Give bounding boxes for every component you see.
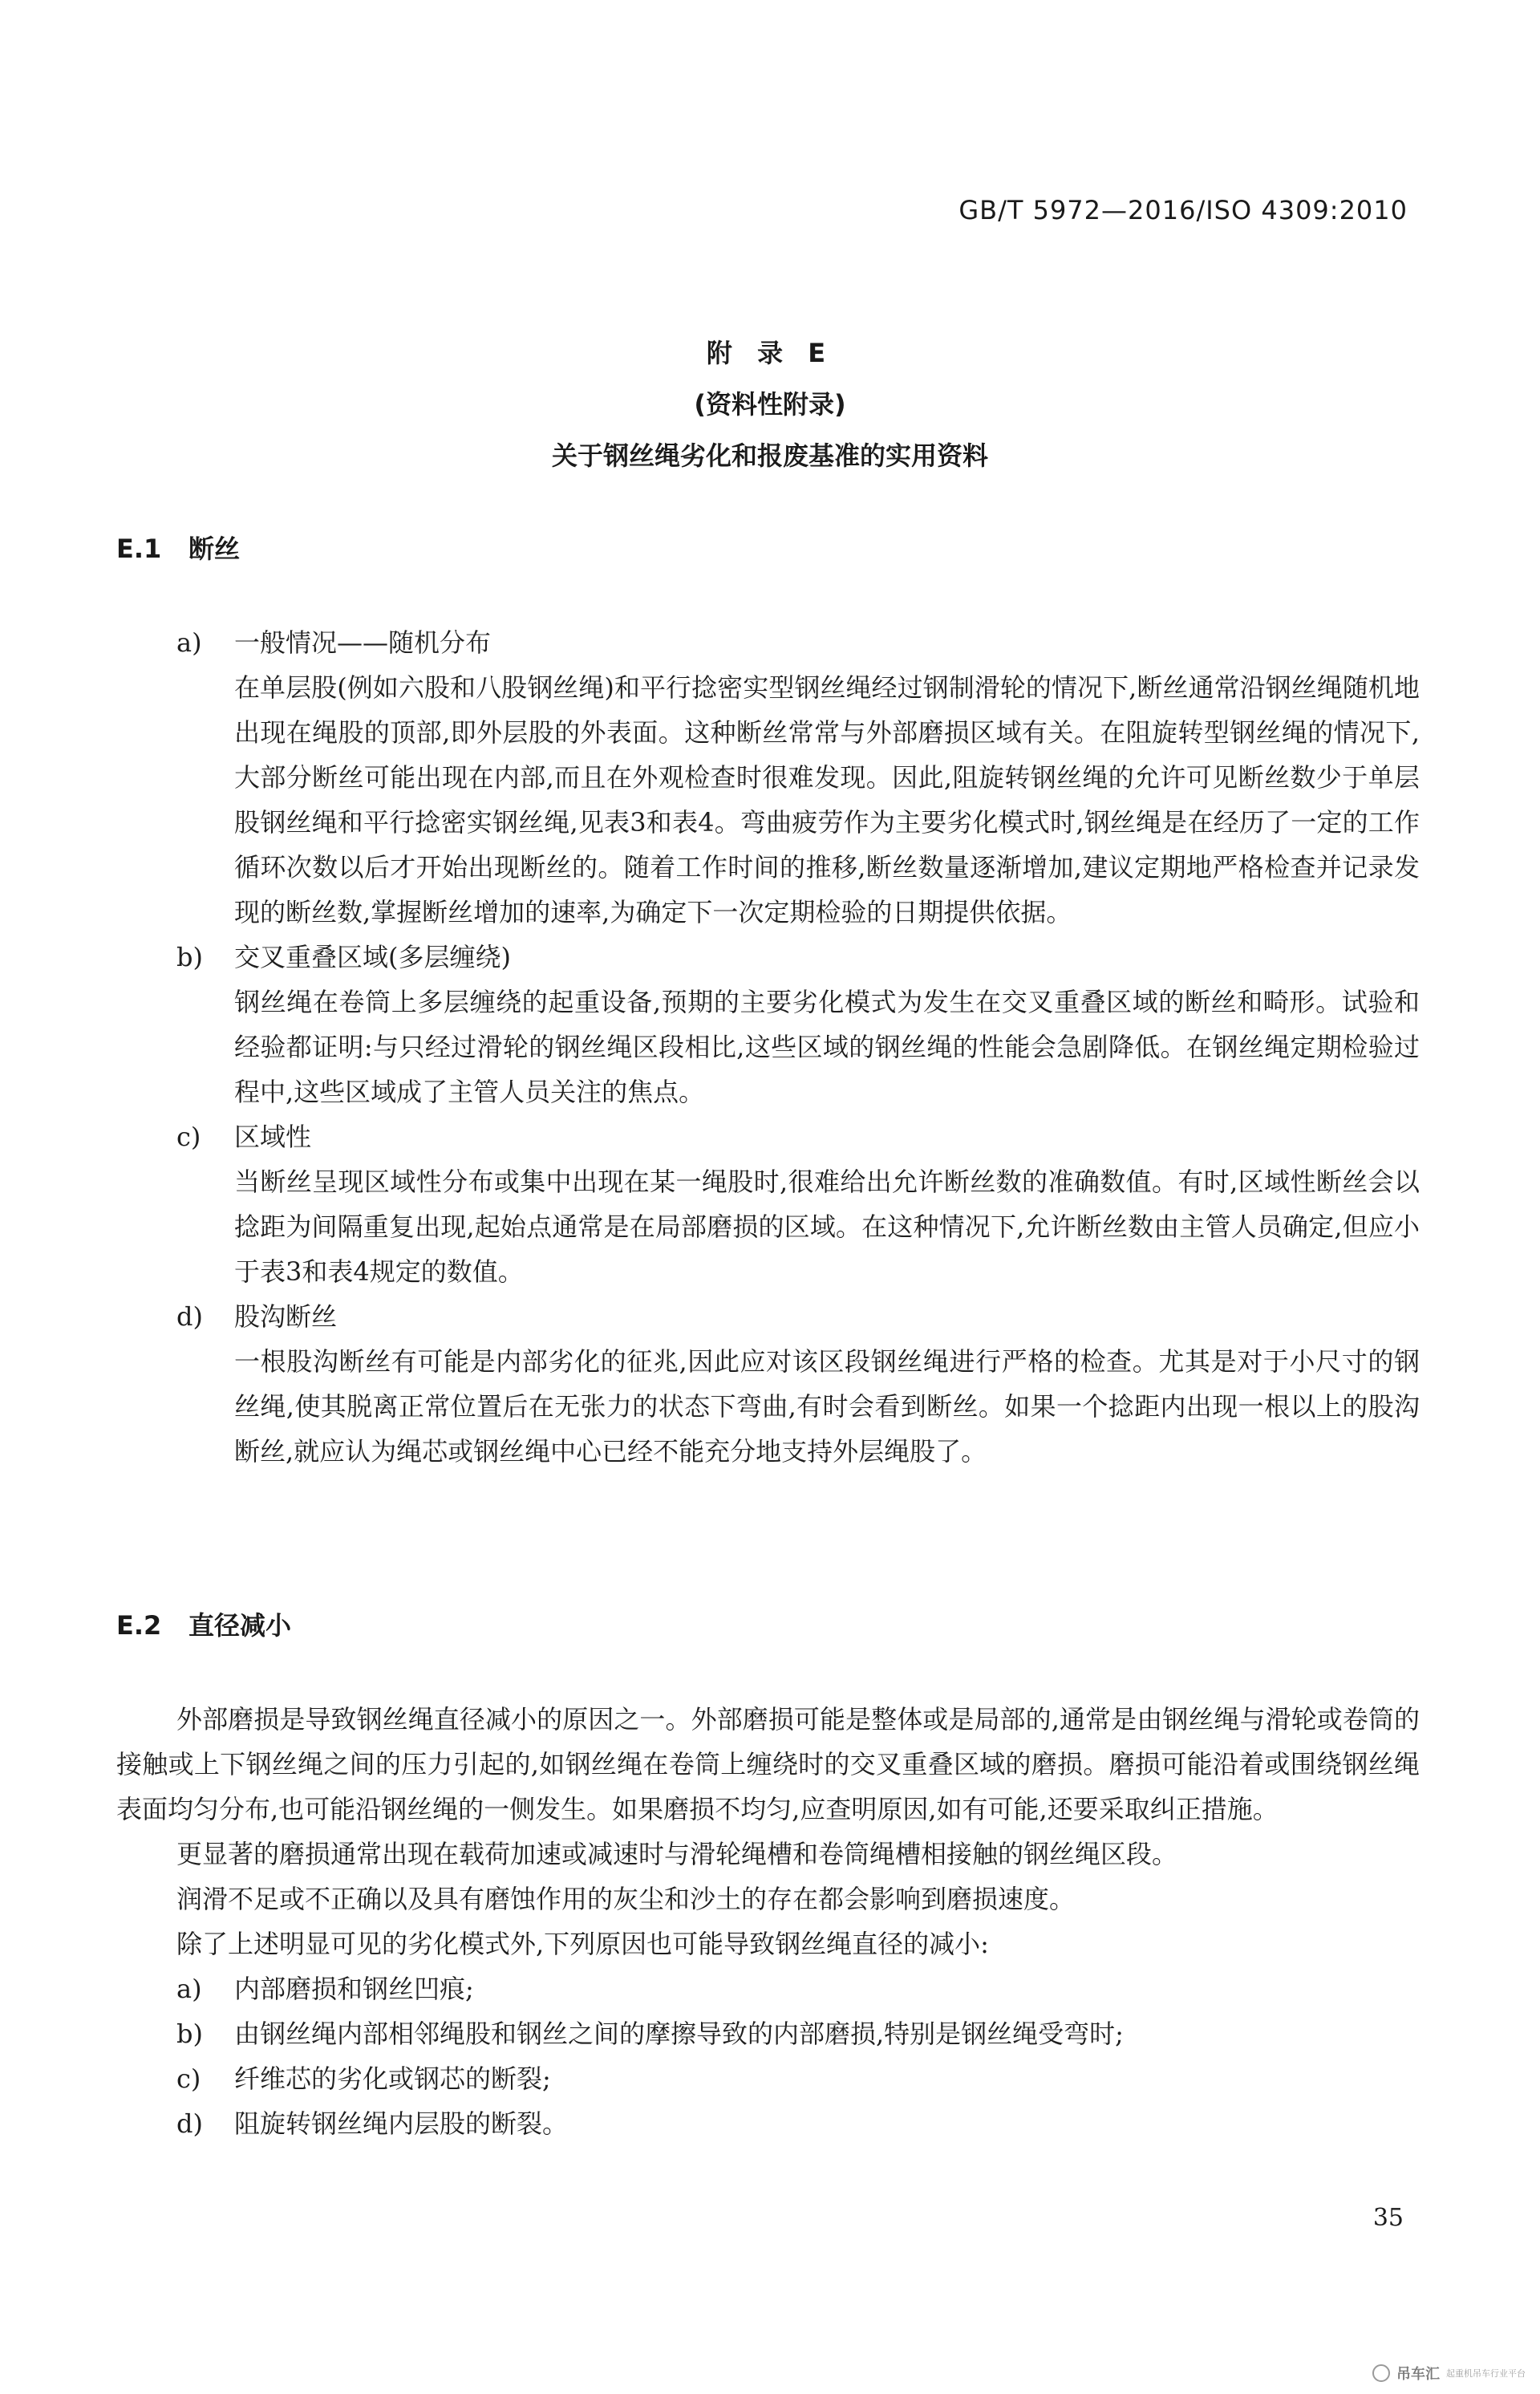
list-item [176,2011,1420,2056]
paragraph: 更显著的磨损通常出现在载荷加速或减速时与滑轮绳槽和卷筒绳槽相接触的钢丝绳区段。 [176,1839,1178,1869]
section-number: E.1 [116,534,162,564]
paragraph: 润滑不足或不正确以及具有磨蚀作用的灰尘和沙土的存在都会影响到磨损速度。 [176,1884,1076,1914]
item-marker: c) [176,2063,201,2094]
watermark [1372,2363,1526,2384]
item-marker: b) [176,942,203,972]
list-item [176,935,1420,1114]
item-heading: 区域性 [234,1122,312,1152]
item-heading: 股沟断丝 [234,1301,338,1332]
section-title-e2 [116,1609,291,1641]
paragraph: 外部磨损是导致钢丝绳直径减小的原因之一。外部磨损可能是整体或是局部的,通常是由钢丝绳与滑轮或卷筒的接触或上下钢丝绳之间的压力引起的,如钢丝绳在卷筒上缠绕时的交叉重叠区域的磨损。磨损可能沿着或围绕钢丝绳表面均匀分布,也可能沿钢丝绳的一侧发生。如果磨损不均匀,应查明原因,如有可能,还要采取纠正措施。 [116,1704,1420,1824]
item-text: 当断丝呈现区域性分布或集中出现在某一绳股时,很难给出允许断丝数的准确数值。有时,区域性断丝会以捻距为间隔重复出现,起始点通常是在局部磨损的区域。在这种情况下,允许断丝数由主管人员确定,但应小于表3和表4规定的数值。 [234,1167,1420,1287]
item-text: 钢丝绳在卷筒上多层缠绕的起重设备,预期的主要劣化模式为发生在交叉重叠区域的断丝和畸形。试验和经验都证明:与只经过滑轮的钢丝绳区段相比,这些区域的钢丝绳的性能会急剧降低。在钢丝绳定期检验过程中,这些区域成了主管人员关注的焦点。 [234,987,1420,1107]
cause-list [116,1966,1420,2146]
item-marker: c) [176,1122,201,1152]
list-item [176,2101,1420,2146]
appendix-heading [0,327,1540,481]
section-e2-body [116,1697,1420,2146]
appendix-type: (资料性附录) [694,389,846,420]
appendix-label: 附 录 E [706,338,834,368]
item-marker: b) [176,2019,203,2049]
item-text: 由钢丝绳内部相邻绳股和钢丝之间的摩擦导致的内部磨损,特别是钢丝绳受弯时; [234,2019,1124,2049]
paragraph: 除了上述明显可见的劣化模式外,下列原因也可能导致钢丝绳直径的减小: [176,1929,989,1959]
section-e1-list [176,620,1420,1474]
watermark-slogan: 起重机吊车行业平台 [1446,2368,1526,2379]
list-item [176,620,1420,935]
item-marker: d) [176,1301,203,1332]
watermark-brand: 吊车汇 [1396,2366,1440,2383]
list-item [176,2056,1420,2101]
appendix-title: 关于钢丝绳劣化和报废基准的实用资料 [551,440,988,471]
item-marker: d) [176,2108,203,2139]
item-marker: a) [176,627,202,658]
list-item [176,1966,1420,2011]
item-heading: 交叉重叠区域(多层缠绕) [234,942,511,972]
item-heading: 一般情况——随机分布 [234,627,492,658]
item-marker: a) [176,1974,202,2004]
section-number: E.2 [116,1610,162,1641]
page-number: 35 [1372,2204,1404,2232]
item-text: 阻旋转钢丝绳内层股的断裂。 [234,2108,569,2139]
list-item [176,1114,1420,1294]
item-text: 内部磨损和钢丝凹痕; [234,1974,474,2004]
item-text: 纤维芯的劣化或钢芯的断裂; [234,2063,551,2094]
section-title-e1 [116,533,240,565]
list-item [176,1294,1420,1474]
item-text: 在单层股(例如六股和八股钢丝绳)和平行捻密实型钢丝绳经过钢制滑轮的情况下,断丝通常沿钢丝绳随机地出现在绳股的顶部,即外层股的外表面。这种断丝常常与外部磨损区域有关。在阻旋转型钢丝绳的情况下,大部分断丝可能出现在内部,而且在外观检查时很难发现。因此,阻旋转钢丝绳的允许可见断丝数少于单层股钢丝绳和平行捻密实钢丝绳,见表3和表4。弯曲疲劳作为主要劣化模式时,钢丝绳是在经历了一定的工作循环次数以后才开始出现断丝的。随着工作时间的推移,断丝数量逐渐增加,建议定期地严格检查并记录发现的断丝数,掌握断丝增加的速率,为确定下一次定期检验的日期提供依据。 [234,672,1420,927]
item-text: 一根股沟断丝有可能是内部劣化的征兆,因此应对该区段钢丝绳进行严格的检查。尤其是对于小尺寸的钢丝绳,使其脱离正常位置后在无张力的状态下弯曲,有时会看到断丝。如果一个捻距内出现一根以上的股沟断丝,就应认为绳芯或钢丝绳中心已经不能充分地支持外层绳股了。 [234,1346,1420,1467]
section-heading: 断丝 [188,534,241,564]
standard-code: GB/T 5972—2016/ISO 4309:2010 [958,195,1408,225]
logo-icon [1372,2364,1390,2382]
section-heading: 直径减小 [188,1610,292,1641]
